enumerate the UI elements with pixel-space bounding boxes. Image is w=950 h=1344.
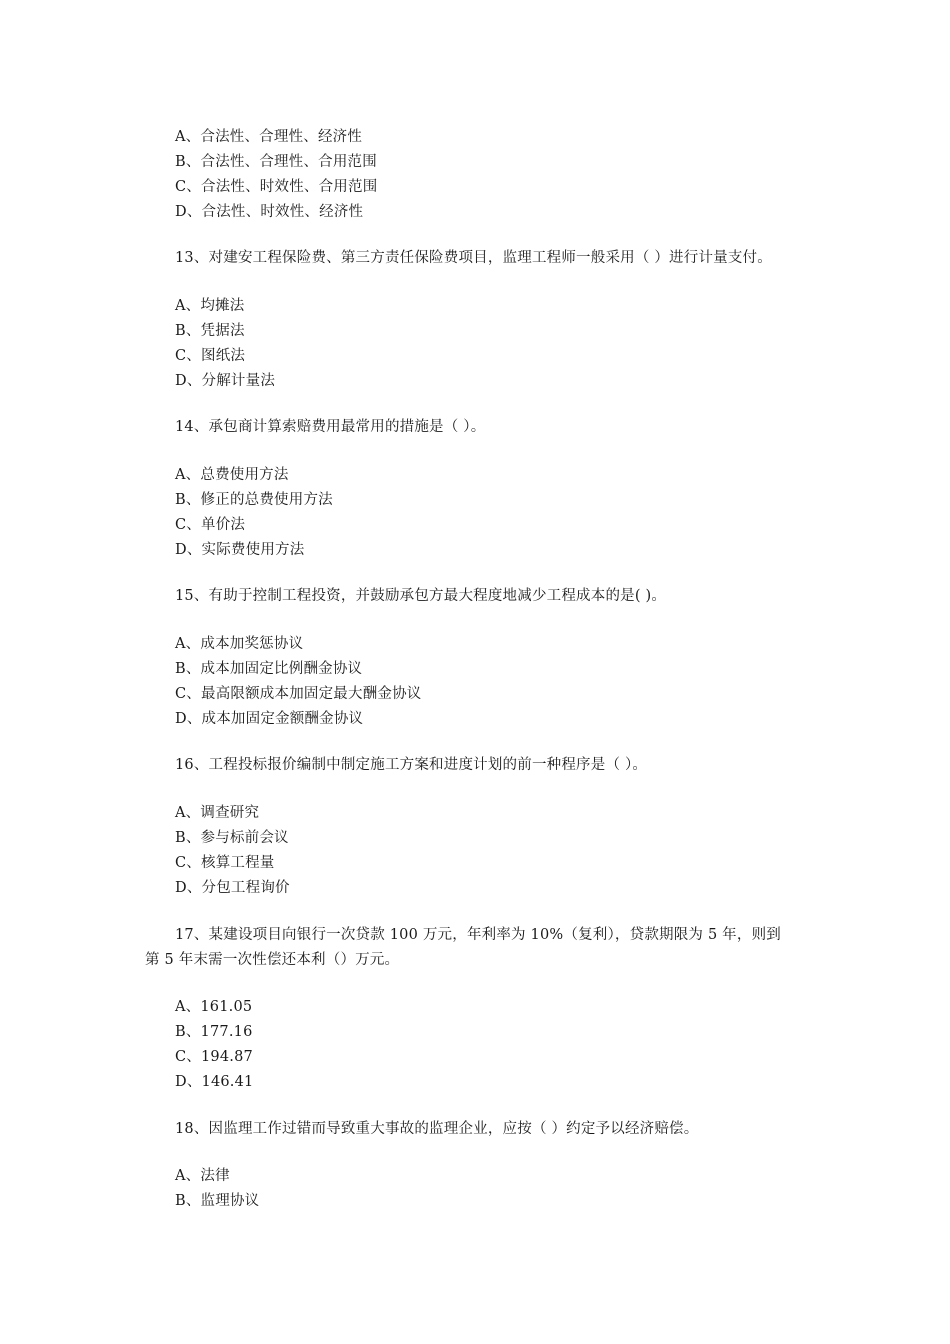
option-b: B、参与标前会议 [175,830,289,846]
option-c: C、图纸法 [175,348,246,364]
option-b: B、修正的总费使用方法 [175,492,333,508]
option-a: A、法律 [175,1168,230,1184]
option-d: D、实际费使用方法 [175,542,305,558]
option-d: D、分包工程询价 [175,880,290,896]
option-a: A、均摊法 [175,298,245,314]
question-14-stem: 14、承包商计算索赔费用最常用的措施是（ ）。 [175,419,486,435]
option-c: C、单价法 [175,517,246,533]
option-a: A、调查研究 [175,805,260,821]
option-c: C、合法性、时效性、合用范围 [175,179,378,195]
option-b: B、凭据法 [175,323,245,339]
option-c: C、最高限额成本加固定最大酬金协议 [175,686,422,702]
option-a: A、合法性、合理性、经济性 [175,129,363,145]
question-18-stem: 18、因监理工作过错而导致重大事故的监理企业，应按（ ）约定予以经济赔偿。 [175,1121,699,1137]
option-d: D、146.41 [175,1074,254,1090]
option-a: A、161.05 [175,999,253,1015]
option-b: B、成本加固定比例酬金协议 [175,661,363,677]
option-a: A、成本加奖惩协议 [175,636,304,652]
option-d: D、合法性、时效性、经济性 [175,204,364,220]
question-13-stem: 13、对建安工程保险费、第三方责任保险费项目，监理工程师一般采用（ ）进行计量支付。 [175,250,772,266]
question-17-stem: 17、某建设项目向银行一次贷款 100 万元，年利率为 10%（复利），贷款期限为 5 年，则到 [175,927,781,943]
option-a: A、总费使用方法 [175,467,289,483]
option-b: B、监理协议 [175,1193,260,1209]
option-d: D、分解计量法 [175,373,276,389]
option-b: B、177.16 [175,1024,253,1040]
question-17-stem-continued: 第 5 年末需一次性偿还本利（）万元。 [145,952,400,968]
option-c: C、194.87 [175,1049,253,1065]
question-15-stem: 15、有助于控制工程投资，并鼓励承包方最大程度地减少工程成本的是( )。 [175,588,667,604]
option-c: C、核算工程量 [175,855,275,871]
question-16-stem: 16、工程投标报价编制中制定施工方案和进度计划的前一种程序是（ ）。 [175,757,648,773]
option-b: B、合法性、合理性、合用范围 [175,154,377,170]
option-d: D、成本加固定金额酬金协议 [175,711,364,727]
